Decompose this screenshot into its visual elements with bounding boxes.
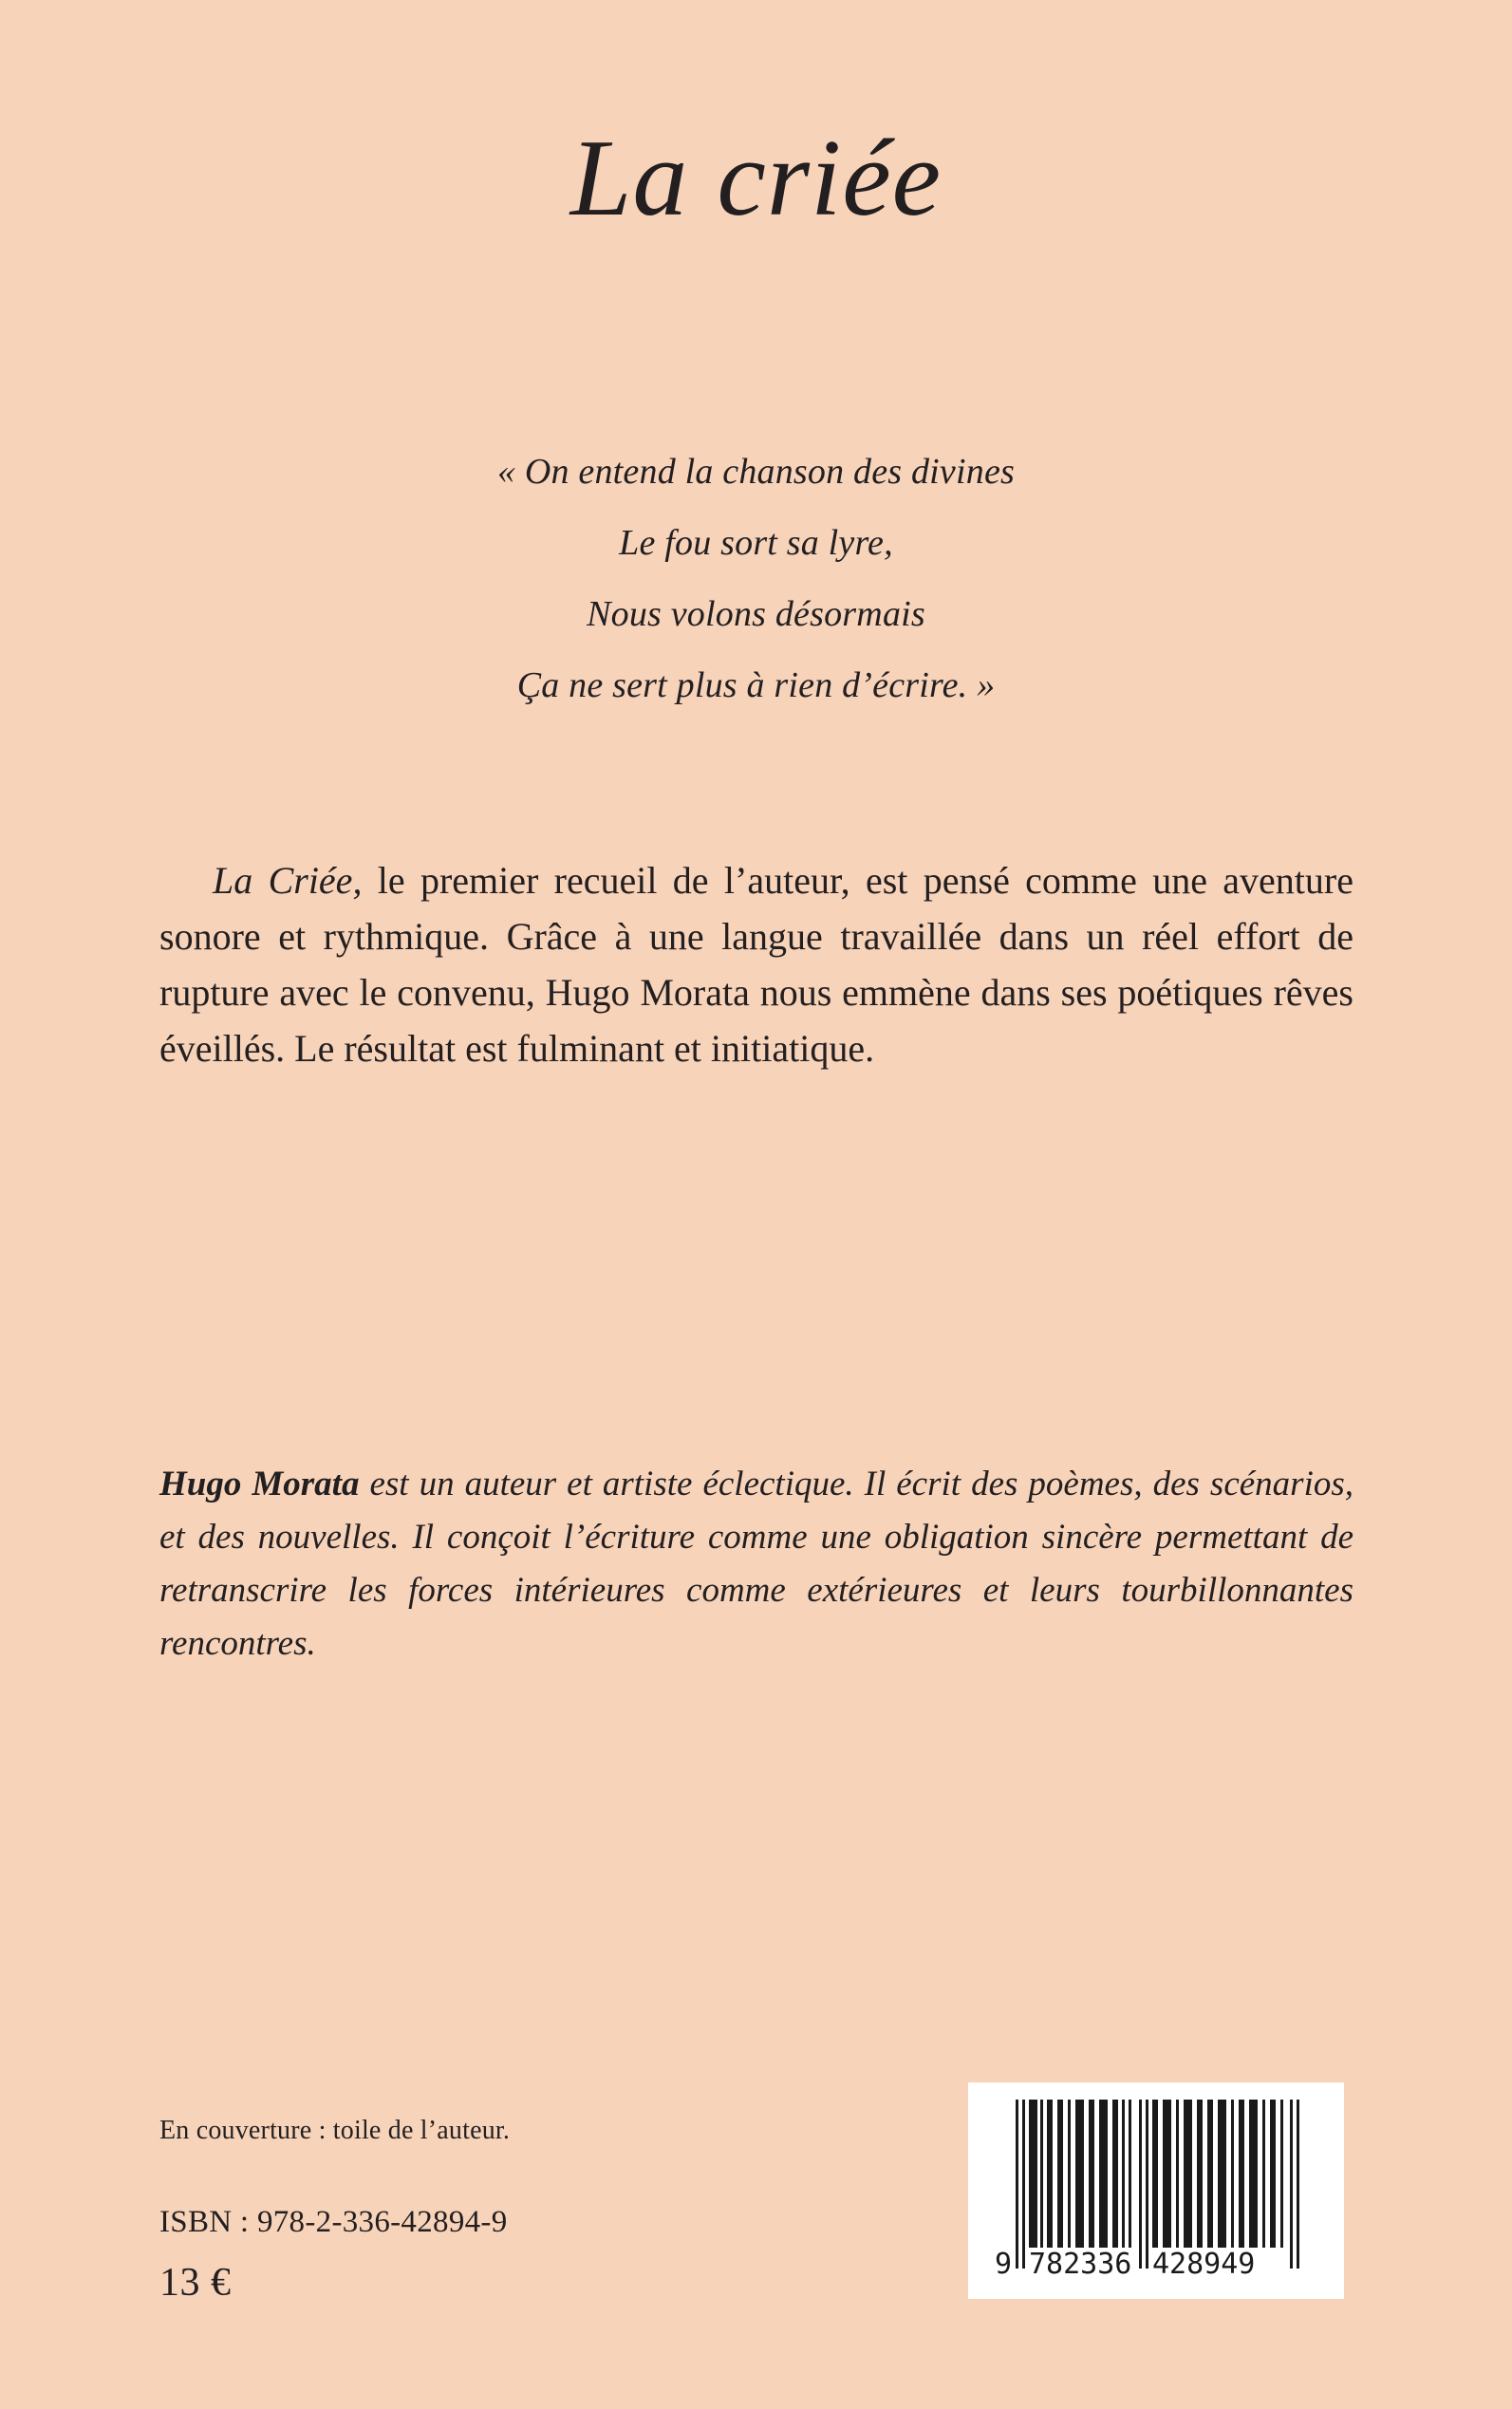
barcode-digit-lead: 9 [995,2248,1013,2281]
barcode-digits-left: 782336 [1029,2248,1132,2281]
isbn-text: ISBN : 978-2-336-42894-9 [159,2205,508,2239]
page-title: La criée [569,118,943,239]
barcode-digits [995,2249,1317,2281]
blurb-paragraph [159,852,1353,1076]
blurb-italic-title: La Criée, [213,859,363,902]
barcode-digits-right: 428949 [1152,2248,1256,2281]
epigraph-line-4: Ça ne sert plus à rien d’écrire. » [516,665,996,705]
barcode [968,2082,1344,2299]
cover-credit: En couverture : toile de l’auteur. [159,2116,511,2145]
epigraph-line-1: « On entend la chanson des divines [496,452,1016,492]
epigraph-line-3: Nous volons désormais [587,594,925,634]
epigraph-line-2: Le fou sort sa lyre, [619,523,893,563]
author-bio-paragraph [159,1458,1353,1671]
author-bio-text: est un auteur et artiste éclectique. Il écrit des poèmes, des scénarios, et des nouvelles. Il conçoit l’écriture comme une obligation sincère permettant de retranscrire les forces intérieures comme extérieures et leurs tourbillonnantes rencontres. [159,1465,1354,1663]
title-block [0,118,1512,239]
blurb-body-text: le premier recueil de l’auteur, est pensé comme une aventure sonore et rythmique. Grâce à une langue travaillée dans un réel effort de rupture avec le convenu, Hugo Morata nous emmène dans ses poétiques rêves éveillés. Le résultat est fulminant et initiatique. [159,859,1353,1070]
barcode-inner [995,2100,1317,2282]
author-name: Hugo Morata [159,1465,360,1503]
epigraph-block [0,454,1512,703]
price-text: 13 € [159,2261,232,2305]
